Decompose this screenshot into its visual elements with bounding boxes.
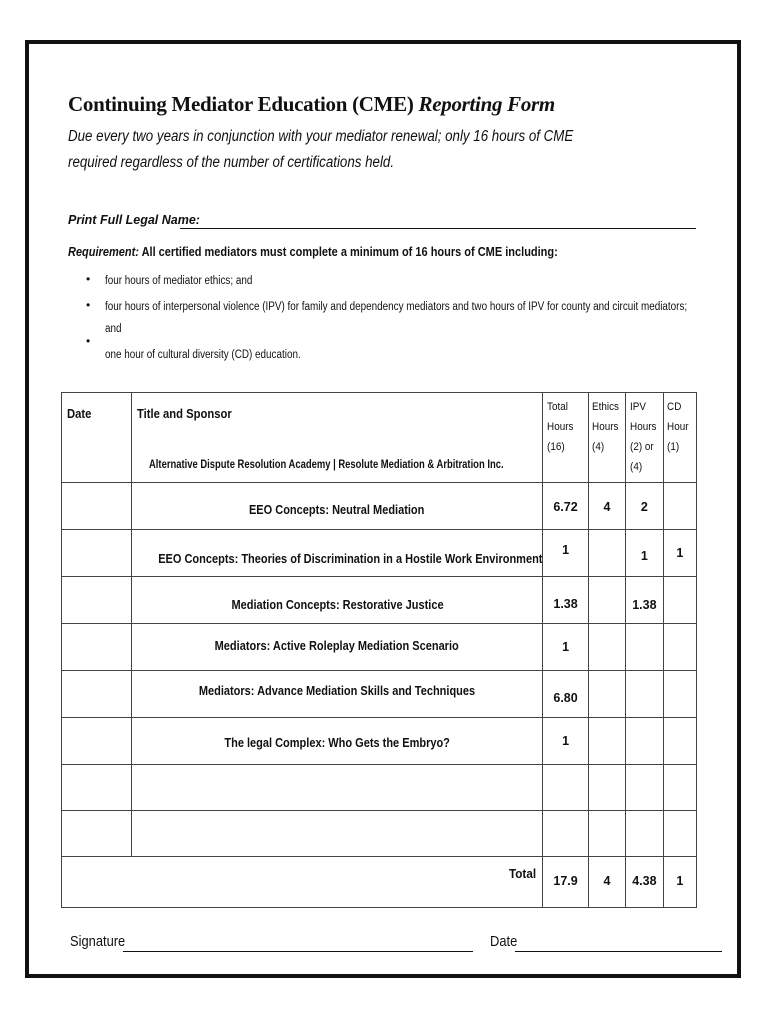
ipv-cell <box>626 718 663 765</box>
title-cell <box>131 624 543 671</box>
date-label: Date <box>490 933 518 950</box>
ethics-cell <box>588 577 625 624</box>
ethics-cell <box>588 624 625 671</box>
bullet-icon: • <box>86 272 91 286</box>
bullet-icon: • <box>86 298 91 312</box>
total-cell <box>543 530 589 577</box>
total-cell[interactable] <box>543 811 589 857</box>
ipv-value: 1 <box>640 549 648 563</box>
requirement <box>68 245 558 259</box>
total-cell <box>543 718 589 765</box>
table-header-row <box>62 393 697 483</box>
ethics-sum: 4 <box>603 874 611 888</box>
total-sum: 17.9 <box>553 874 578 888</box>
cd-cell <box>663 718 696 765</box>
cd-sum-cell <box>663 857 696 908</box>
date-cell[interactable] <box>62 811 132 857</box>
ipv-value: 2 <box>640 500 648 514</box>
title-cell[interactable] <box>131 765 543 811</box>
total-cell <box>543 483 589 530</box>
header-line: (4) <box>592 441 605 453</box>
course-title: The legal Complex: Who Gets the Embryo? <box>224 736 450 750</box>
table-row <box>62 530 697 577</box>
header-title-label: Title and Sponsor <box>136 407 232 421</box>
bullet-text: four hours of mediator ethics; and <box>105 275 253 287</box>
header-line: Hours <box>629 421 657 433</box>
header-line: CD <box>667 401 682 413</box>
ethics-cell[interactable] <box>588 811 625 857</box>
ethics-sum-cell <box>588 857 625 908</box>
ipv-cell <box>626 530 663 577</box>
bullet-text: and <box>105 323 122 335</box>
total-value: 1 <box>562 640 570 654</box>
date-cell[interactable] <box>62 624 132 671</box>
title-italic: Reporting Form <box>418 92 555 116</box>
cd-cell[interactable] <box>663 811 696 857</box>
bullet-text: four hours of interpersonal violence (IPV) for family and dependency mediators and two hours of IPV for county and circuit mediators; <box>105 301 688 313</box>
total-value: 6.80 <box>553 691 578 705</box>
sponsor-name: Alternative Dispute Resolution Academy | Resolute Mediation & Arbitration Inc. <box>148 459 504 471</box>
cd-cell <box>663 577 696 624</box>
table-row <box>62 765 697 811</box>
ethics-cell <box>588 718 625 765</box>
date-field[interactable] <box>515 951 722 952</box>
header-date <box>62 393 132 483</box>
header-line: IPV <box>629 401 646 413</box>
course-title: EEO Concepts: Theories of Discrimination in a Hostile Work Environment <box>157 552 543 566</box>
total-value: 1 <box>562 734 570 748</box>
ethics-cell[interactable] <box>588 765 625 811</box>
ipv-sum: 4.38 <box>632 874 657 888</box>
header-line: Hours <box>592 421 619 433</box>
header-total <box>543 393 584 483</box>
header-ethics <box>588 393 622 483</box>
header-cd <box>663 393 693 483</box>
ipv-cell <box>626 577 663 624</box>
total-cell <box>543 624 589 671</box>
header-line: (4) <box>629 461 642 473</box>
cd-cell <box>663 530 696 577</box>
header-date-label: Date <box>67 407 92 421</box>
bullet-icon: • <box>86 334 91 348</box>
total-label-cell <box>62 857 543 908</box>
header-line: Hour <box>667 421 689 433</box>
header-line: (1) <box>667 441 680 453</box>
ethics-cell <box>588 483 625 530</box>
header-line: (16) <box>546 441 565 453</box>
bullet-text: one hour of cultural diversity (CD) education. <box>105 349 301 361</box>
title-cell <box>131 718 543 765</box>
cd-cell <box>663 483 696 530</box>
form-title <box>68 92 555 117</box>
ipv-value: 1.38 <box>632 598 657 612</box>
name-field[interactable] <box>180 228 696 229</box>
cd-sum: 1 <box>676 874 684 888</box>
cd-value: 1 <box>676 546 684 560</box>
table-row <box>62 577 697 624</box>
cd-cell <box>663 671 696 718</box>
date-cell[interactable] <box>62 577 132 624</box>
cme-table <box>61 392 697 908</box>
table-row <box>62 483 697 530</box>
title-cell <box>131 671 543 718</box>
title-main: Continuing Mediator Education (CME) <box>68 92 414 116</box>
table-row <box>62 811 697 857</box>
course-title: Mediators: Active Roleplay Mediation Scenario <box>214 639 460 653</box>
title-cell <box>131 577 543 624</box>
header-ipv <box>626 393 660 483</box>
title-cell <box>131 530 543 577</box>
date-cell[interactable] <box>62 530 132 577</box>
header-title <box>131 393 543 483</box>
ipv-cell[interactable] <box>626 811 663 857</box>
ipv-cell <box>626 671 663 718</box>
header-line: Ethics <box>592 401 620 413</box>
date-cell[interactable] <box>62 671 132 718</box>
course-title: EEO Concepts: Neutral Mediation <box>249 503 425 517</box>
header-line: Hours <box>546 421 574 433</box>
ethics-value: 4 <box>603 500 611 514</box>
date-cell[interactable] <box>62 718 132 765</box>
requirement-text: All certified mediators must complete a minimum of 16 hours of CME including: <box>141 245 558 259</box>
total-value: 1.38 <box>553 597 578 611</box>
title-cell[interactable] <box>131 811 543 857</box>
date-cell[interactable] <box>62 483 132 530</box>
requirement-label: Requirement: <box>68 245 139 259</box>
total-label: Total <box>509 866 537 881</box>
signature-field[interactable] <box>123 951 473 952</box>
total-value: 1 <box>562 543 570 557</box>
title-cell <box>131 483 543 530</box>
ipv-cell[interactable] <box>626 765 663 811</box>
table-row <box>62 718 697 765</box>
total-cell <box>543 577 589 624</box>
total-sum-cell <box>543 857 589 908</box>
table-row <box>62 671 697 718</box>
name-label: Print Full Legal Name: <box>68 213 200 227</box>
signature-label: Signature <box>70 933 126 950</box>
total-cell[interactable] <box>543 765 589 811</box>
header-line: Total <box>546 401 568 413</box>
ipv-cell <box>626 483 663 530</box>
totals-row <box>62 857 697 908</box>
cd-cell[interactable] <box>663 765 696 811</box>
ethics-cell <box>588 671 625 718</box>
cd-cell <box>663 624 696 671</box>
date-cell[interactable] <box>62 765 132 811</box>
ipv-cell <box>626 624 663 671</box>
ipv-sum-cell <box>626 857 663 908</box>
course-title: Mediation Concepts: Restorative Justice <box>230 598 444 612</box>
table-row <box>62 624 697 671</box>
total-value: 6.72 <box>553 500 578 514</box>
course-title: Mediators: Advance Mediation Skills and Techniques <box>198 684 476 698</box>
form-subtitle: Due every two years in conjunction with your mediator renewal; only 16 hours of CME required regardless of the number of certifications held. <box>68 128 574 171</box>
total-cell <box>543 671 589 718</box>
ethics-cell <box>588 530 625 577</box>
header-line: (2) or <box>629 441 654 453</box>
